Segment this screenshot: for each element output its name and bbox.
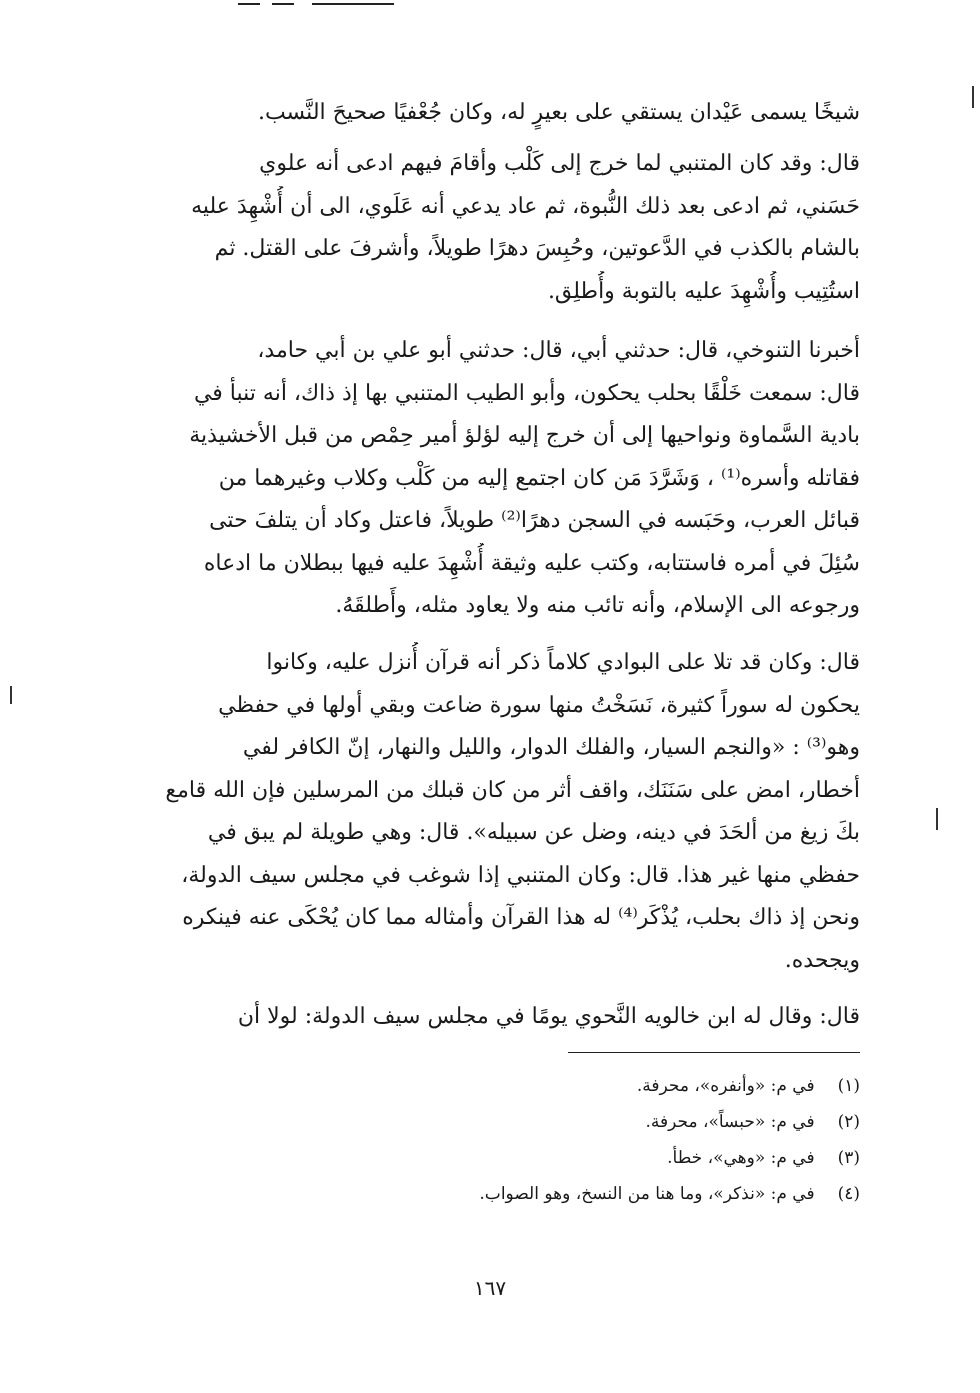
footnote-number: (٢)	[837, 1112, 860, 1132]
text-line: قال: سمعت خَلْقًا بحلب يحكون، وأبو الطيب المتنبي بها إذ ذاك، أنه تنبأ في	[193, 380, 860, 406]
footnote-4	[380, 1176, 860, 1212]
text-line: بكَ زيغ من ألحَدَ في دينه، وضل عن سبيله». قال: وهي طويلة لم يبق في	[207, 820, 860, 845]
paragraph-1	[138, 92, 860, 135]
text-line: قال: وقال له ابن خالويه النَّحوي يومًا في مجلس سيف الدولة: لولا أن	[237, 1004, 860, 1029]
footnote-3	[380, 1140, 860, 1176]
text-line: أخطار، امض على سَنَنَك، واقف أثر من كان قبلك من المرسلين فإن الله قامع	[165, 777, 860, 803]
margin-mark	[972, 86, 974, 108]
footnote-2	[380, 1104, 860, 1140]
text-line: وهو⁽³⁾ : «والنجم السيار، والفلك الدوار، والليل والنهار، إنّ الكافر لفي	[242, 735, 860, 760]
text-line: حَسَني، ثم ادعى بعد ذلك النُّبوة، ثم عاد يدعي أنه عَلَوي، الى أن أُشْهِدَ عليه	[191, 193, 860, 219]
text-line: سُئِلَ في أمره فاستتابه، وكتب عليه وثيقة أُشْهِدَ عليه فيها ببطلان ما ادعاه	[203, 550, 860, 576]
text-line: بادية السَّماوة ونواحيها إلى أن خرج إليه لؤلؤ أمير حِمْص من قبل الأخشيذية	[189, 423, 860, 448]
text-line: بالشام بالكذب في الدَّعوتين، وحُبِسَ دهرًا طويلاً، وأشرفَ على القتل. ثم	[214, 236, 860, 261]
text-line: ونحن إذ ذاك بحلب، يُذْكَر⁽⁴⁾ له هذا القرآن وأمثاله مما كان يُحْكَى عنه فينكره	[182, 905, 860, 930]
footnote-1	[380, 1068, 860, 1104]
text-line: قال: وقد كان المتنبي لما خرج إلى كَلْب وأقامَ فيهم ادعى أنه علوي	[259, 151, 860, 176]
text-line: أخبرنا التنوخي، قال: حدثني أبي، قال: حدثني أبو علي بن أبي حامد،	[257, 338, 860, 363]
footnote-text: في م: «وهي»، خطأ.	[667, 1148, 815, 1168]
text-line: استُتِيب وأُشْهِدَ عليه بالتوبة وأُطلِق.	[547, 278, 860, 304]
footnote-separator	[568, 1052, 860, 1053]
footnote-text: في م: «حبساً»، محرفة.	[645, 1112, 815, 1132]
text-line: قال: وكان قد تلا على البوادي كلاماً ذكر أنه قرآن أُنزل عليه، وكانوا	[266, 650, 860, 675]
footnote-text: في م: «نذكر»، وما هنا من النسخ، وهو الصواب.	[479, 1184, 815, 1204]
text-line: ورجوعه الى الإسلام، وأنه تائب منه ولا يعاود مثله، وأَطلقَهُ.	[335, 593, 860, 618]
paragraph-3	[138, 330, 860, 628]
text-line: قبائل العرب، وحَبَسه في السجن دهرًا⁽²⁾ طويلاً، فاعتل وكاد أن يتلفَ حتى	[209, 508, 860, 533]
margin-mark	[936, 808, 938, 830]
text-line: ويجحده.	[784, 947, 860, 973]
footnote-number: (٤)	[837, 1184, 860, 1204]
text-line: يحكون له سوراً كثيرة، نَسَخْتُ منها سورة ضاعت وبقي أولها في حفظي	[218, 692, 860, 718]
footnote-number: (٣)	[837, 1148, 860, 1168]
paragraph-5	[138, 996, 860, 1039]
text-line: حفظي منها غير هذا. قال: وكان المتنبي إذا شوغب في مجلس سيف الدولة،	[181, 862, 860, 888]
paragraph-2	[138, 143, 860, 313]
paragraph-4	[138, 642, 860, 982]
top-edge-rule	[312, 3, 394, 5]
top-edge-rule	[238, 3, 260, 5]
margin-mark	[10, 686, 12, 704]
footnote-text: في م: «وأنفره»، محرفة.	[636, 1076, 815, 1096]
text-line: شيخًا يسمى عَيْدان يستقي على بعيرٍ له، وكان جُعْفيًا صحيحَ النَّسب.	[257, 100, 860, 125]
footnote-number: (١)	[837, 1076, 860, 1096]
text-line: فقاتله وأسره⁽¹⁾ ، وَشَرَّدَ مَن كان اجتمع إليه من كَلْب وكلاب وغيرهما من	[218, 465, 860, 491]
top-edge-rule	[272, 3, 294, 5]
page-number: ١٦٧	[473, 1276, 507, 1300]
footnotes	[380, 1068, 860, 1212]
